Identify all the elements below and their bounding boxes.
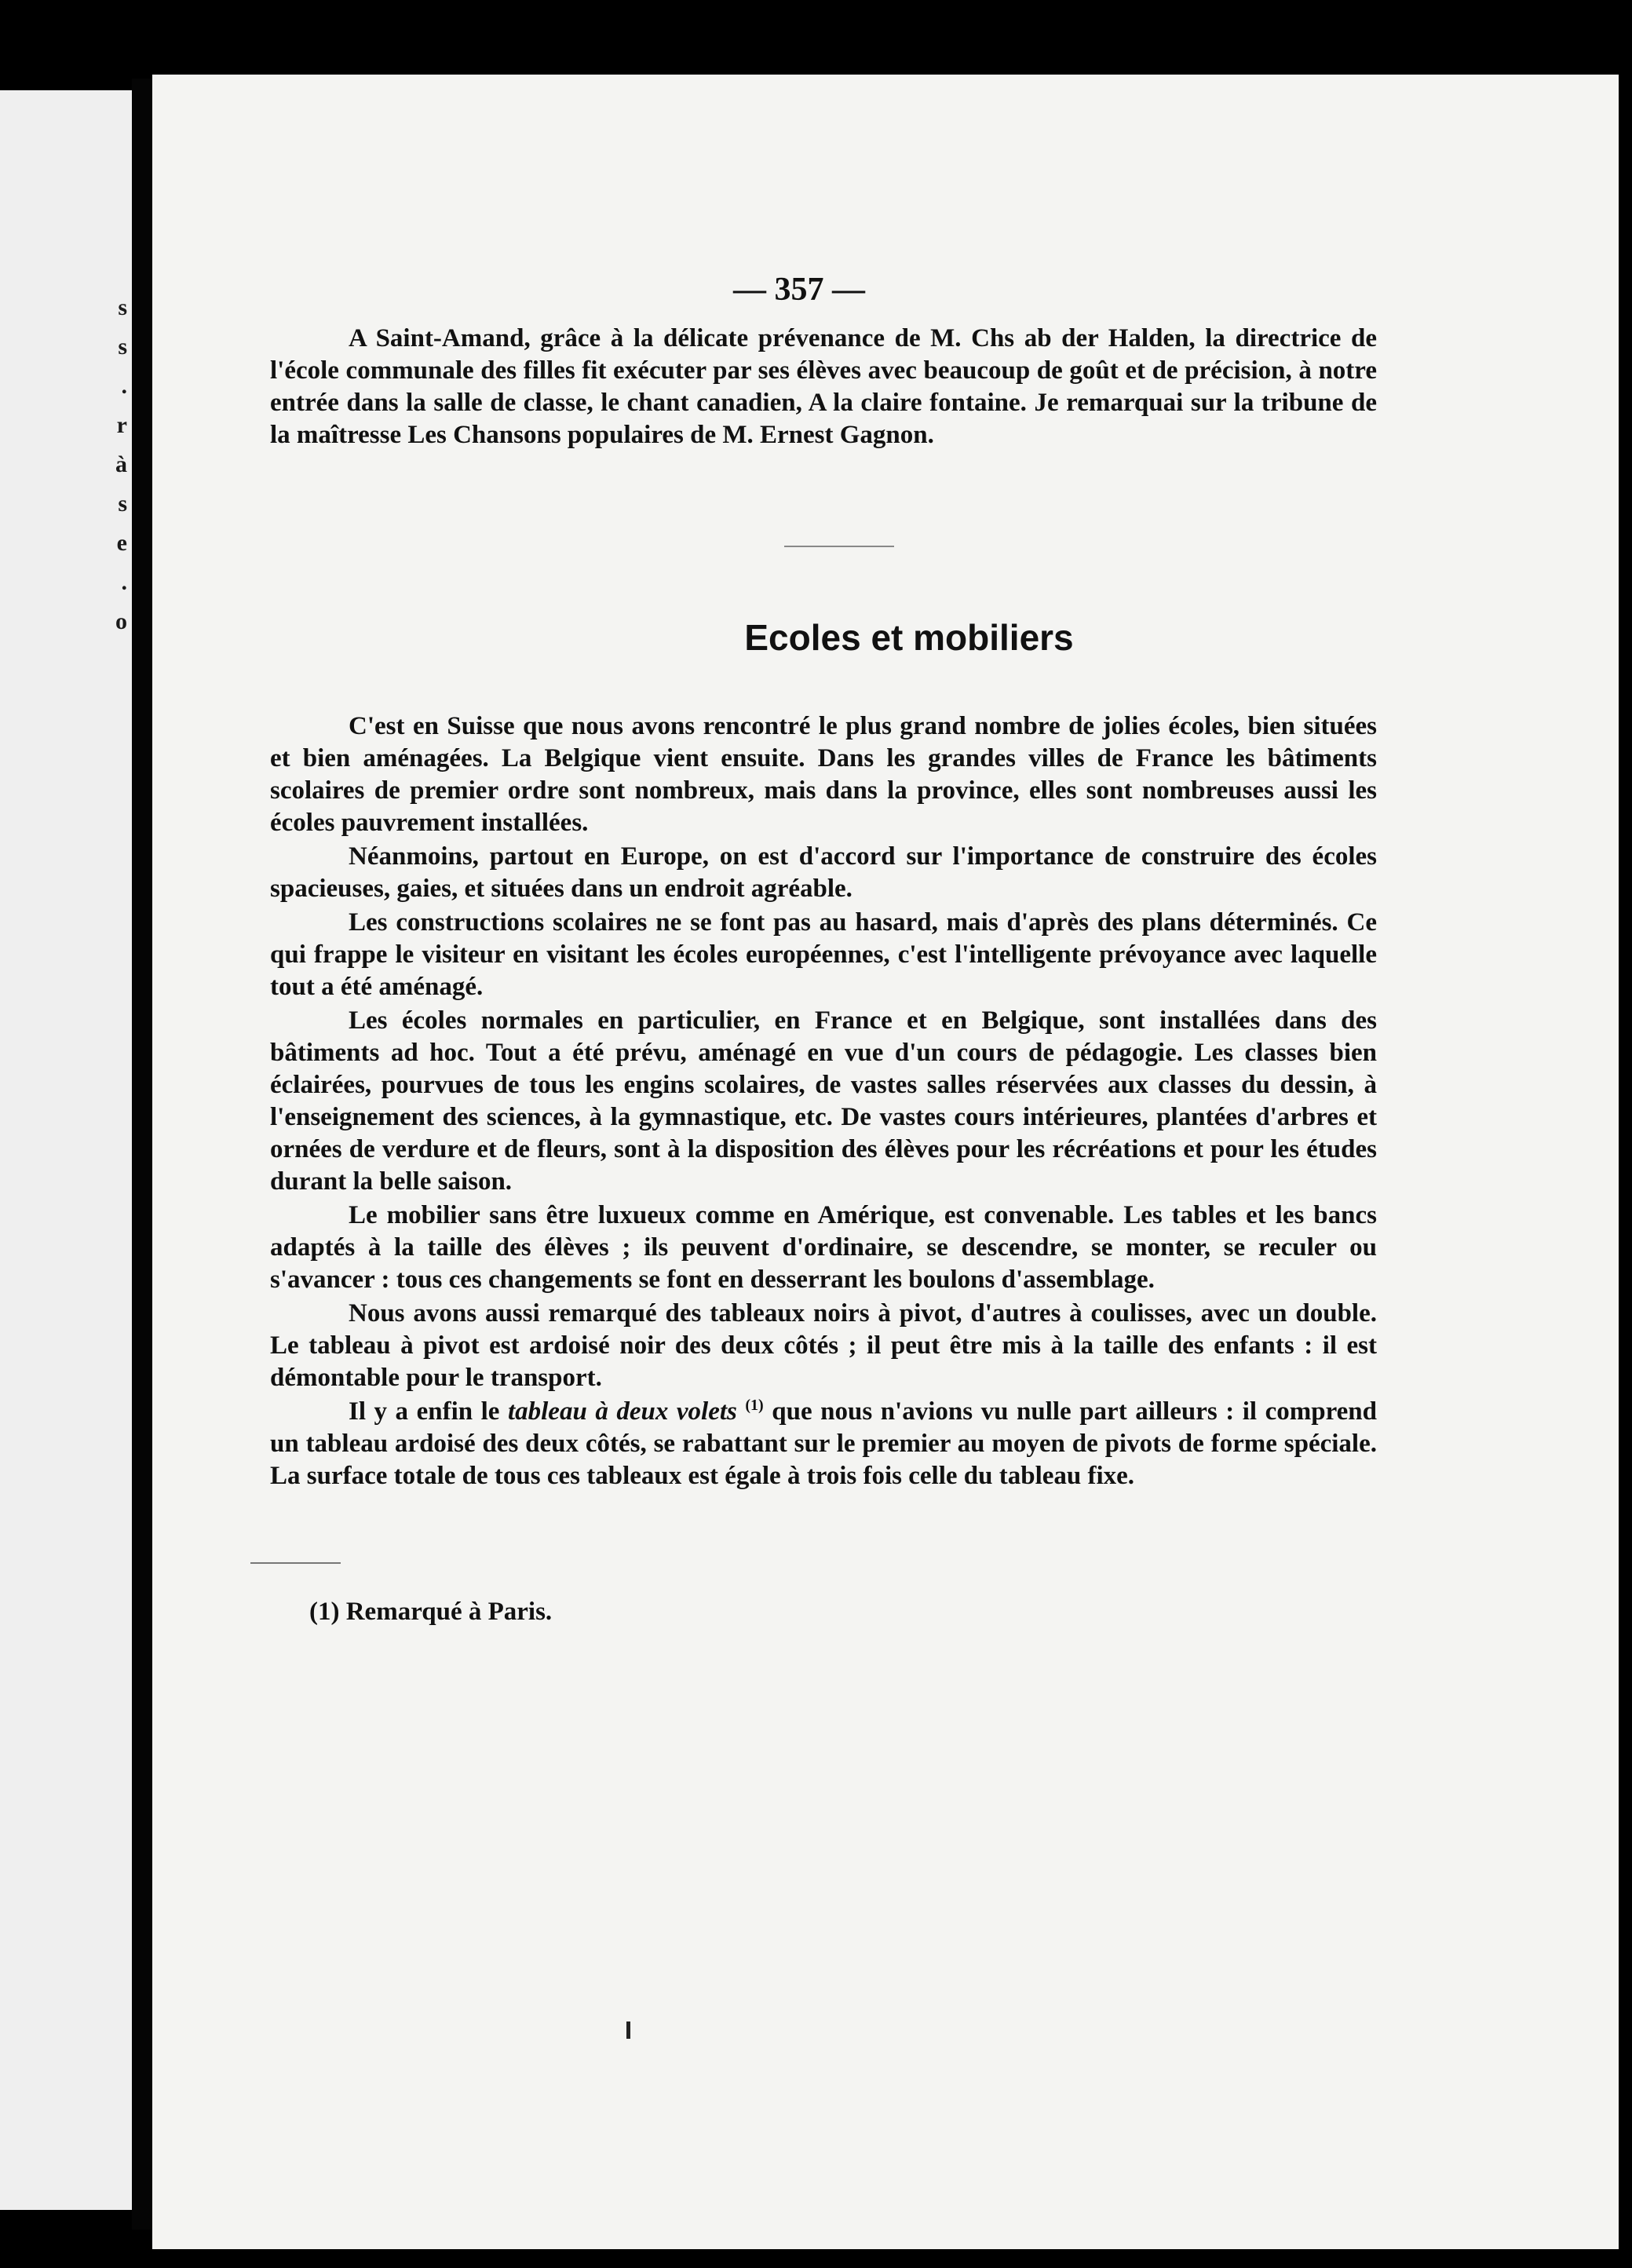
paragraph: Les constructions scolaires ne se font pas au hasard, mais d'après des plans déterminés. Ce qui frappe le visiteur en visitant les écoles européennes, c'est l'intelligente prévoyance avec laquelle tout a été aménagé. bbox=[270, 908, 1377, 1001]
fragment: . bbox=[121, 373, 127, 399]
section-body bbox=[270, 710, 1377, 1494]
fragment: s bbox=[118, 294, 127, 320]
footnote-divider bbox=[250, 1562, 341, 1564]
fragment: . bbox=[121, 569, 127, 595]
paragraph: C'est en Suisse que nous avons rencontré le plus grand nombre de jolies écoles, bien situées et bien aménagées. La Belgique vient ensuite. Dans les grandes villes de France les bâtiments scolaires de premier ordre sont nombreux, mais dans la province, elles sont nombreuses aussi les écoles pauvrement installées. bbox=[270, 712, 1377, 837]
fragment: e bbox=[116, 530, 127, 556]
fragment: o bbox=[115, 608, 127, 634]
paragraph: Nous avons aussi remarqué des tableaux noirs à pivot, d'autres à coulisses, avec un double. Le tableau à pivot est ardoisé noir des deux côtés ; il peut être mis à la taille des enfants : il est démontable pour le transport. bbox=[270, 1299, 1377, 1392]
footnote-marker: (1) bbox=[745, 1397, 764, 1414]
section-title: Ecoles et mobiliers bbox=[744, 617, 1074, 658]
text: que nous n'avions vu nulle part ailleurs : il comprend un tableau ardoisé des deux côtés, se rabattant sur le premier au moyen de pivots de forme spéciale. La surface totale de tous ces tableaux est égale à trois fois celle du tableau fixe. bbox=[270, 1397, 1377, 1490]
fragment: s bbox=[118, 491, 127, 517]
page-number: — 357 — bbox=[733, 272, 865, 308]
fragment: s bbox=[118, 334, 127, 360]
paragraph: Le mobilier sans être luxueux comme en Amérique, est convenable. Les tables et les bancs adaptés à la taille des élèves ; ils peuvent d'ordinaire, se descendre, se monter, se reculer ou s'avancer : tous ces changements se font en desserrant les boulons d'assemblage. bbox=[270, 1201, 1377, 1294]
left-page-fragments bbox=[104, 294, 127, 648]
left-page-edge bbox=[0, 90, 132, 2210]
fragment: à bbox=[115, 451, 127, 477]
scan-speck bbox=[626, 2021, 630, 2039]
fragment: r bbox=[116, 412, 127, 438]
paragraph-final bbox=[270, 1396, 1377, 1492]
paragraph: Néanmoins, partout en Europe, on est d'accord sur l'importance de construire des écoles spacieuses, gaies, et situées dans un endroit agréable. bbox=[270, 842, 1377, 903]
intro-paragraph: A Saint-Amand, grâce à la délicate prévenance de M. Chs ab der Halden, la directrice de l'école communale des filles fit exécuter par ses élèves avec beaucoup de goût et de précision, à notre entrée dans la salle de classe, le chant canadien, A la claire fontaine. Je remarquai sur la tribune de la maîtresse Les Chansons populaires de M. Ernest Gagnon. bbox=[270, 324, 1377, 449]
paragraph: Les écoles normales en particulier, en France et en Belgique, sont installées dans des bâtiments ad hoc. Tout a été prévu, aménagé en vue d'un cours de pédagogie. Les classes bien éclairées, pourvues de tous les engins scolaires, de vastes salles réservées aux classes du dessin, à l'enseignement des sciences, à la gymnastique, etc. De vastes cours intérieures, plantées d'arbres et ornées de verdure et de fleurs, sont à la disposition des élèves pour les récréations et pour les études durant la belle saison. bbox=[270, 1006, 1377, 1196]
section-divider bbox=[784, 546, 894, 547]
footnote: (1) Remarqué à Paris. bbox=[309, 1598, 553, 1626]
text: Il y a enfin le bbox=[349, 1397, 508, 1426]
intro-text bbox=[270, 323, 1377, 451]
book-gutter bbox=[132, 79, 152, 2230]
scanned-page bbox=[152, 75, 1619, 2249]
emphasis: tableau à deux volets bbox=[507, 1397, 737, 1426]
